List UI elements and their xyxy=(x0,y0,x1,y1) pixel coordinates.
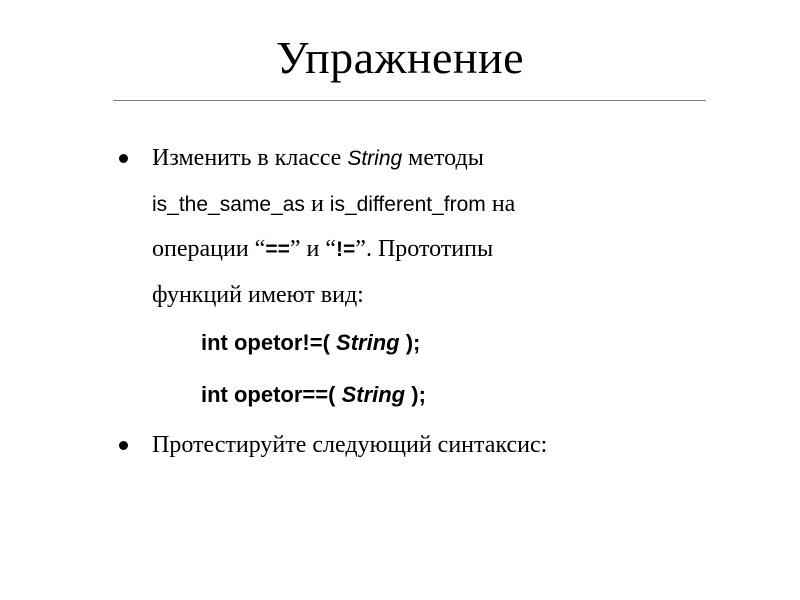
bullet1-line3-before: операции “ xyxy=(152,236,266,262)
code1-after: ); xyxy=(399,330,421,355)
title-divider xyxy=(113,100,706,101)
bullet1-line2-conj: и xyxy=(304,191,330,217)
slide-title: Упражнение xyxy=(275,32,525,83)
bullet1-line1-after: методы xyxy=(402,145,484,171)
code1-before: int opetor!=( xyxy=(201,330,337,355)
code2-after: ); xyxy=(405,382,426,407)
bullet2-text: Протестируйте следующий синтаксис: xyxy=(152,432,548,458)
bullet1-line4: функций имеют вид: xyxy=(152,282,364,308)
bullet1-line3-after: ”. Прототипы xyxy=(355,236,494,262)
bullet1-line1 xyxy=(152,143,484,174)
bullet-icon xyxy=(119,441,128,450)
bullet1-line2 xyxy=(152,189,515,220)
bullet1-line3-middle: ” и “ xyxy=(289,236,337,262)
operator-equals: == xyxy=(265,238,290,261)
class-name-string: String xyxy=(347,147,403,170)
bullet-icon xyxy=(119,154,128,163)
bullet1-line3 xyxy=(152,234,493,265)
method-is-different-from: is_different_from xyxy=(329,193,486,216)
code-line-equals xyxy=(201,380,426,410)
code2-before: int opetor==( xyxy=(201,382,342,407)
bullet1-line2-after: на xyxy=(485,191,516,217)
bullet1-line1-before: Изменить в классе xyxy=(152,145,348,171)
code1-type: String xyxy=(336,330,400,355)
method-is-the-same-as: is_the_same_as xyxy=(152,193,305,216)
code2-type: String xyxy=(341,382,406,407)
operator-not-equals: != xyxy=(336,238,356,261)
code-line-not-equals xyxy=(201,328,420,358)
